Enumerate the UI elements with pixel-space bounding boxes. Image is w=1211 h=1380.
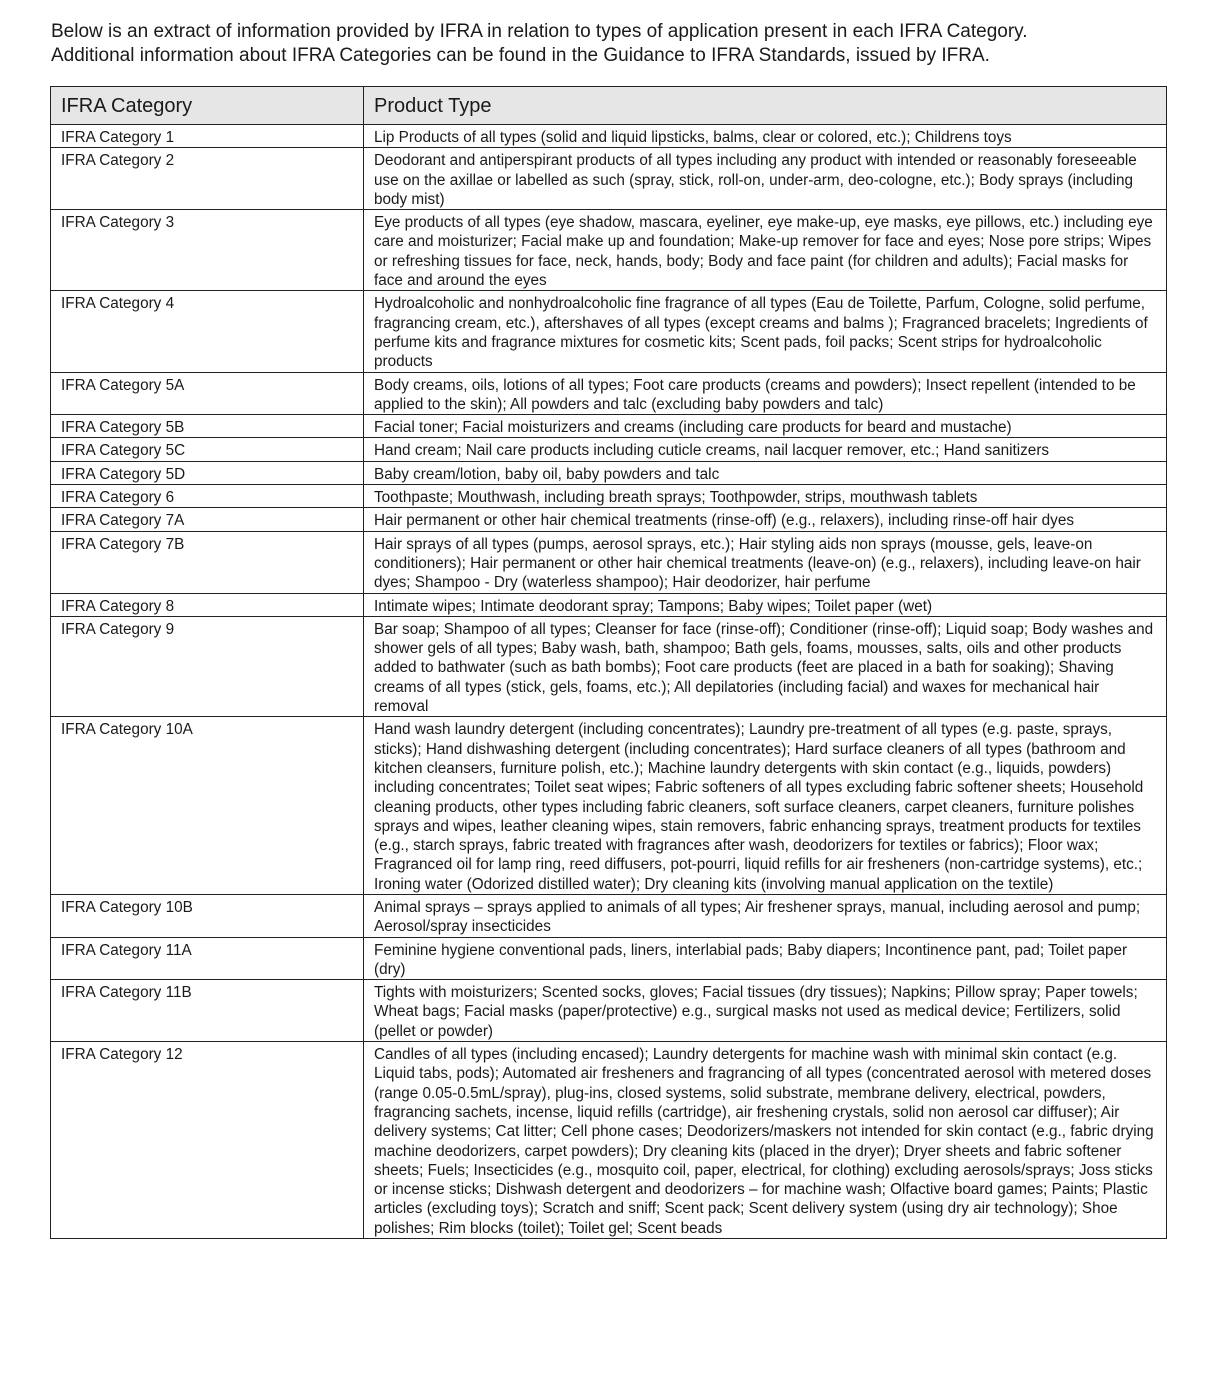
category-cell: IFRA Category 11A (51, 937, 364, 980)
category-cell: IFRA Category 12 (51, 1042, 364, 1239)
table-row (51, 894, 1167, 937)
table-row (51, 593, 1167, 616)
category-cell: IFRA Category 4 (51, 291, 364, 372)
product-type-cell: Tights with moisturizers; Scented socks, gloves; Facial tissues (dry tissues); Napkins; Pillow spray; Paper towels; Wheat bags; Facial masks (paper/protective) e.g., surgical masks not used as medical device; Fertilizers, solid (pellet or powder) (364, 980, 1167, 1042)
table-row (51, 438, 1167, 461)
table-row (51, 717, 1167, 895)
category-cell: IFRA Category 5A (51, 372, 364, 415)
intro-line-1: Below is an extract of information provided by IFRA in relation to types of application present in each IFRA Category. (51, 21, 1028, 42)
product-type-cell: Toothpaste; Mouthwash, including breath sprays; Toothpowder, strips, mouthwash tablets (364, 485, 1167, 508)
table-row (51, 291, 1167, 372)
product-type-cell: Bar soap; Shampoo of all types; Cleanser for face (rinse-off); Conditioner (rinse-off); Liquid soap; Body washes and shower gels of all types; Baby wash, bath, shampoo; Bath gels, foams, mousses, salts, oils and other products added to bathwater (such as bath bombs); Foot care products (feet are placed in a bath for soaking); Shaving creams of all types (stick, gels, foams, etc.); All depilatories (including facial) and waxes for mechanical hair removal (364, 616, 1167, 716)
product-type-cell: Intimate wipes; Intimate deodorant spray; Tampons; Baby wipes; Toilet paper (wet) (364, 593, 1167, 616)
product-type-cell: Facial toner; Facial moisturizers and creams (including care products for beard and mustache) (364, 415, 1167, 438)
table-row (51, 937, 1167, 980)
product-type-cell: Hair sprays of all types (pumps, aerosol sprays, etc.); Hair styling aids non sprays (mousse, gels, leave-on conditioners); Hair permanent or other hair chemical treatments (leave-on) (e.g., relaxers), including leave-on hair dyes; Shampoo - Dry (waterless shampoo); Hair deodorizer, hair perfume (364, 531, 1167, 593)
product-type-cell: Hydroalcoholic and nonhydroalcoholic fine fragrance of all types (Eau de Toilette, Parfum, Cologne, solid perfume, fragrancing cream, etc.), aftershaves of all types (except creams and balms ); Fragranced bracelets; Ingredients of perfume kits and fragrance mixtures for cosmetic kits; Scent pads, foil packs; Scent strips for hydroalcoholic products (364, 291, 1167, 372)
table-row (51, 148, 1167, 210)
table-row (51, 616, 1167, 716)
product-type-cell: Hand cream; Nail care products including cuticle creams, nail lacquer remover, etc.; Hand sanitizers (364, 438, 1167, 461)
product-type-cell: Hair permanent or other hair chemical treatments (rinse-off) (e.g., relaxers), including rinse-off hair dyes (364, 508, 1167, 531)
category-cell: IFRA Category 3 (51, 210, 364, 291)
product-type-cell: Deodorant and antiperspirant products of all types including any product with intended or reasonably foreseeable use on the axillae or labelled as such (spray, stick, roll-on, under-arm, deo-cologne, etc.); Body sprays (including body mist) (364, 148, 1167, 210)
intro-line-2: Additional information about IFRA Categories can be found in the Guidance to IFRA Standards, issued by IFRA. (51, 45, 990, 66)
table-header-row (51, 87, 1167, 125)
category-cell: IFRA Category 5C (51, 438, 364, 461)
intro-text (51, 20, 1191, 68)
table-row (51, 461, 1167, 484)
category-cell: IFRA Category 7B (51, 531, 364, 593)
product-type-cell: Animal sprays – sprays applied to animals of all types; Air freshener sprays, manual, including aerosol and pump; Aerosol/spray insecticides (364, 894, 1167, 937)
table-row (51, 508, 1167, 531)
category-cell: IFRA Category 7A (51, 508, 364, 531)
table-row (51, 372, 1167, 415)
category-cell: IFRA Category 8 (51, 593, 364, 616)
product-type-cell: Baby cream/lotion, baby oil, baby powders and talc (364, 461, 1167, 484)
header-product-type: Product Type (364, 87, 1167, 125)
product-type-cell: Candles of all types (including encased); Laundry detergents for machine wash with minimal skin contact (e.g. Liquid tabs, pods); Automated air fresheners and fragrancing of all types (concentrated aerosol with metered doses (range 0.05-0.5mL/spray), plug-ins, closed systems, solid substrate, membrane delivery, electrical, powders, fragrancing sachets, incense, liquid refills (cartridge), air freshening crystals, solid non aerosol car diffuser); Air delivery systems; Cat litter; Cell phone cases; Deodorizers/maskers not intended for skin contact (e.g., fabric drying machine deodorizers, carpet powders); Dry cleaning kits (placed in the dryer); Dryer sheets and fabric softener sheets; Fuels; Insecticides (e.g., mosquito coil, paper, electrical, for clothing) excluding aerosols/sprays; Joss sticks or incense sticks; Dishwash detergent and deodorizers – for machine wash; Olfactive board games; Paints; Plastic articles (excluding toys); Scratch and sniff; Scent pack; Scent delivery system (using dry air technology); Shoe polishes; Rim blocks (toilet); Toilet gel; Scent beads (364, 1042, 1167, 1239)
category-cell: IFRA Category 1 (51, 125, 364, 148)
table-row (51, 1042, 1167, 1239)
product-type-cell: Body creams, oils, lotions of all types; Foot care products (creams and powders); Insect repellent (intended to be applied to the skin); All powders and talc (excluding baby powders and talc) (364, 372, 1167, 415)
category-cell: IFRA Category 10A (51, 717, 364, 895)
table-row (51, 125, 1167, 148)
category-cell: IFRA Category 10B (51, 894, 364, 937)
category-cell: IFRA Category 5B (51, 415, 364, 438)
product-type-cell: Lip Products of all types (solid and liquid lipsticks, balms, clear or colored, etc.); Childrens toys (364, 125, 1167, 148)
header-ifra-category: IFRA Category (51, 87, 364, 125)
ifra-category-table (50, 86, 1167, 1239)
category-cell: IFRA Category 6 (51, 485, 364, 508)
category-cell: IFRA Category 5D (51, 461, 364, 484)
table-body (51, 125, 1167, 1239)
table-row (51, 485, 1167, 508)
product-type-cell: Eye products of all types (eye shadow, mascara, eyeliner, eye make-up, eye masks, eye pillows, etc.) including eye care and moisturizer; Facial make up and foundation; Make-up remover for face and eyes; Nose pore strips; Wipes or refreshing tissues for face, neck, hands, body; Body and face paint (for children and adults); Facial masks for face and around the eyes (364, 210, 1167, 291)
product-type-cell: Feminine hygiene conventional pads, liners, interlabial pads; Baby diapers; Incontinence pant, pad; Toilet paper (dry) (364, 937, 1167, 980)
table-row (51, 531, 1167, 593)
table-row (51, 415, 1167, 438)
table-row (51, 980, 1167, 1042)
category-cell: IFRA Category 9 (51, 616, 364, 716)
table-row (51, 210, 1167, 291)
category-cell: IFRA Category 11B (51, 980, 364, 1042)
category-cell: IFRA Category 2 (51, 148, 364, 210)
product-type-cell: Hand wash laundry detergent (including concentrates); Laundry pre-treatment of all types (e.g. paste, sprays, sticks); Hand dishwashing detergent (including concentrates); Hard surface cleaners of all types (bathroom and kitchen cleansers, furniture polish, etc.); Machine laundry detergents with skin contact (e.g., liquids, powders) including concentrates; Toilet seat wipes; Fabric softeners of all types excluding fabric softener sheets; Household cleaning products, other types including fabric cleaners, soft surface cleaners, carpet cleaners, furniture polishes sprays and wipes, leather cleaning wipes, stain removers, fabric enhancing sprays, treatment products for textiles (e.g., starch sprays, fabric treated with fragrances after wash, deodorizers for textiles or fabrics); Floor wax; Fragranced oil for lamp ring, reed diffusers, pot-pourri, liquid refills for air fresheners (non-cartridge systems), etc.; Ironing water (Odorized distilled water); Dry cleaning kits (involving manual application on the textile) (364, 717, 1167, 895)
